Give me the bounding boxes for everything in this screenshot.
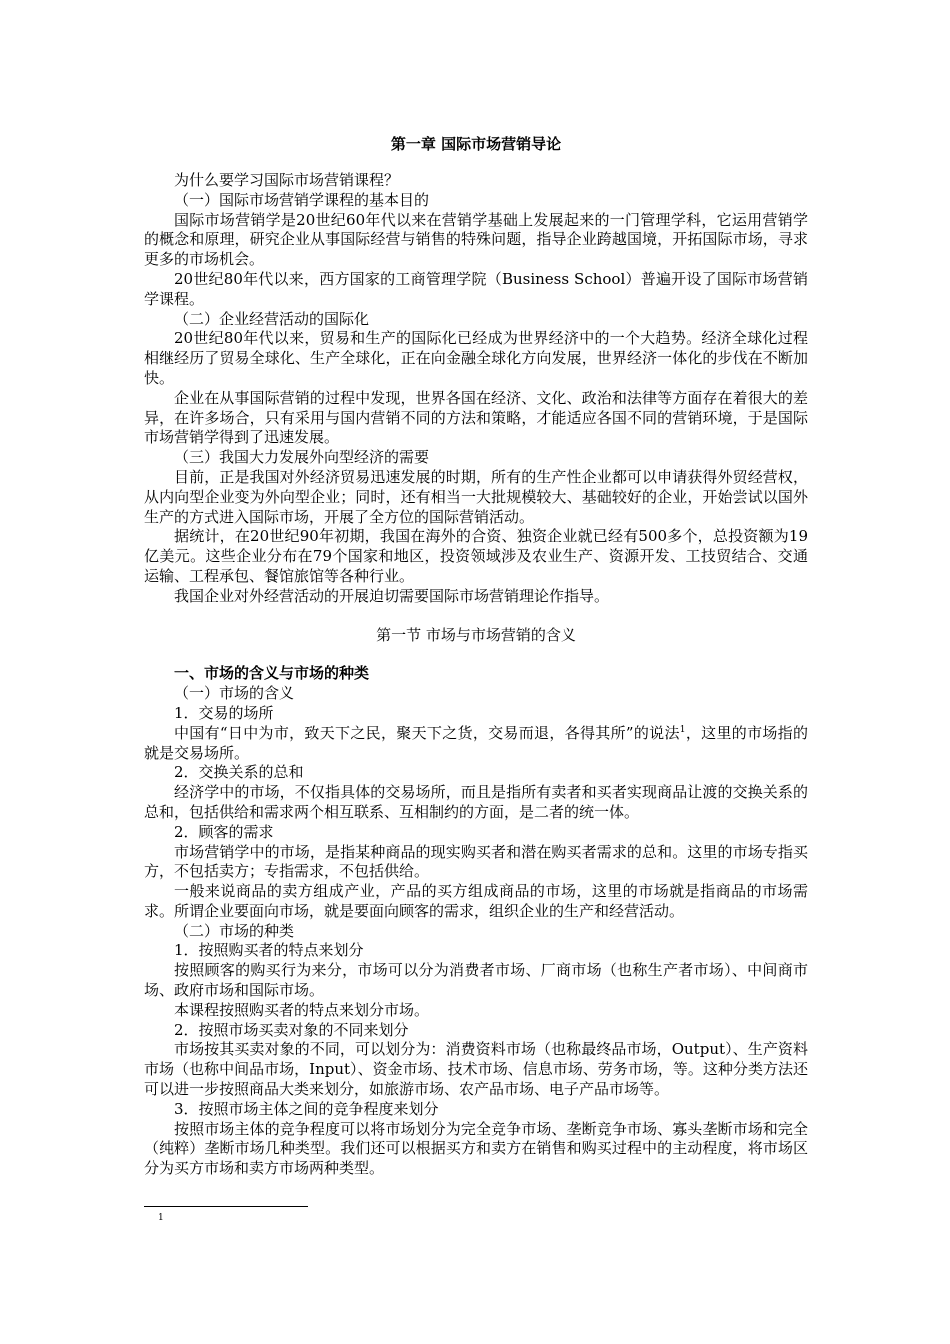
numbered-heading: 2．顾客的需求 (174, 822, 274, 841)
paragraph: 据统计，在20世纪90年初期，我国在海外的合资、独资企业就已经有500多个，总投资额为19亿美元。这些企业分布在79个国家和地区，投资领域涉及农业生产、资源开发、工技贸结合、交通运输、工程承包、餐馆旅馆等各种行业。 (144, 527, 808, 585)
numbered-heading: 1．交易的场所 (174, 703, 274, 722)
footnote-separator (144, 1206, 308, 1207)
paragraph: 目前，正是我国对外经济贸易迅速发展的时期，所有的生产性企业都可以申请获得外贸经营权，从内向型企业变为外向型企业；同时，还有相当一大批规模较大、基础较好的企业，开始尝试以国外生产的方式进入国际市场，开展了全方位的国际营销活动。 (144, 467, 808, 526)
footnote-marker: 1 (158, 1213, 164, 1223)
subheading: （二）市场的种类 (174, 921, 295, 940)
paragraph-text: 中国有“日中为市，致天下之民，聚天下之货，交易而退，各得其所”的说法 (174, 723, 680, 742)
chapter-title: 第一章 国际市场营销导论 (390, 135, 562, 153)
numbered-heading: 3．按照市场主体之间的竞争程度来划分 (174, 1099, 439, 1118)
paragraph: 20世纪80年代以来，贸易和生产的国际化已经成为世界经济中的一个大趋势。经济全球化过程相继经历了贸易全球化、生产全球化，正在向金融全球化方向发展，世界经济一体化的步伐在不断加快。 (144, 329, 808, 387)
paragraph: 市场营销学中的市场，是指某种商品的现实购买者和潜在购买者需求的总和。这里的市场专指买方，不包括卖方；专指需求，不包括供给。 (144, 842, 808, 881)
section-title: 第一节 市场与市场营销的含义 (376, 625, 576, 644)
paragraph: 一般来说商品的卖方组成产业，产品的买方组成商品的市场，这里的市场就是指商品的市场需求。所谓企业要面向市场，就是要面向顾客的需求，组织企业的生产和经营活动。 (144, 882, 808, 920)
subheading: （一）市场的含义 (174, 684, 295, 703)
numbered-heading: 2．交换关系的总和 (174, 763, 304, 782)
page-content (144, 133, 808, 1179)
paragraph: 本课程按照购买者的特点来划分市场。 (174, 1000, 430, 1019)
paragraph: 国际市场营销学是20世纪60年代以来在营销学基础上发展起来的一门管理学科，它运用营销学的概念和原理，研究企业从事国际经营与销售的特殊问题，指导企业跨越国境，开拓国际市场，寻求更多的市场机会。 (144, 210, 808, 269)
numbered-heading: 1．按照购买者的特点来划分 (174, 941, 364, 960)
footnote-reference[interactable]: 1 (679, 724, 686, 735)
paragraph: 市场按其买卖对象的不同，可以划分为：消费资料市场（也称最终品市场，Output）、生产资料市场（也称中间品市场，Input）、资金市场、技术市场、信息市场、劳务市场，等。这种分类方法还可以进一步按照商品大类来划分，如旅游市场、农产品市场、电子产品市场等。 (144, 1040, 808, 1099)
paragraph: 按照市场主体的竞争程度可以将市场划分为完全竞争市场、垄断竞争市场、寡头垄断市场和完全（纯粹）垄断市场几种类型。我们还可以根据买方和卖方在销售和购买过程中的主动程度，将市场区分为买方市场和卖方市场两种类型。 (144, 1119, 808, 1178)
paragraph-text: ，这里的市场指的就是交易场所。 (144, 723, 808, 762)
paragraph: 20世纪80年代以来，西方国家的工商管理学院（Business School）普遍开设了国际市场营销学课程。 (144, 269, 808, 308)
paragraph: 按照顾客的购买行为来分，市场可以分为消费者市场、厂商市场（也称生产者市场）、中间商市场、政府市场和国际市场。 (144, 961, 808, 1000)
paragraph-with-footnote (144, 724, 808, 764)
paragraph: 我国企业对外经营活动的开展迫切需要国际市场营销理论作指导。 (174, 586, 610, 605)
paragraph: 经济学中的市场，不仅指具体的交易场所，而且是指所有卖者和买者实现商品让渡的交换关系的总和，包括供给和需求两个相互联系、互相制约的方面，是二者的统一体。 (144, 783, 808, 821)
paragraph: 企业在从事国际营销的过程中发现，世界各国在经济、文化、政治和法律等方面存在着很大的差异，在许多场合，只有采用与国内营销不同的方法和策略，才能适应各国不同的营销环境，于是国际市场营销学得到了迅速发展。 (144, 388, 808, 447)
subheading: （一）国际市场营销学课程的基本目的 (174, 190, 430, 209)
intro-question: 为什么要学习国际市场营销课程？ (174, 171, 400, 189)
subheading: （三）我国大力发展外向型经济的需要 (174, 448, 430, 467)
numbered-heading: 2．按照市场买卖对象的不同来划分 (174, 1020, 409, 1039)
subheading: （二）企业经营活动的国际化 (174, 309, 370, 328)
heading-level-1: 一、市场的含义与市场的种类 (174, 664, 370, 683)
